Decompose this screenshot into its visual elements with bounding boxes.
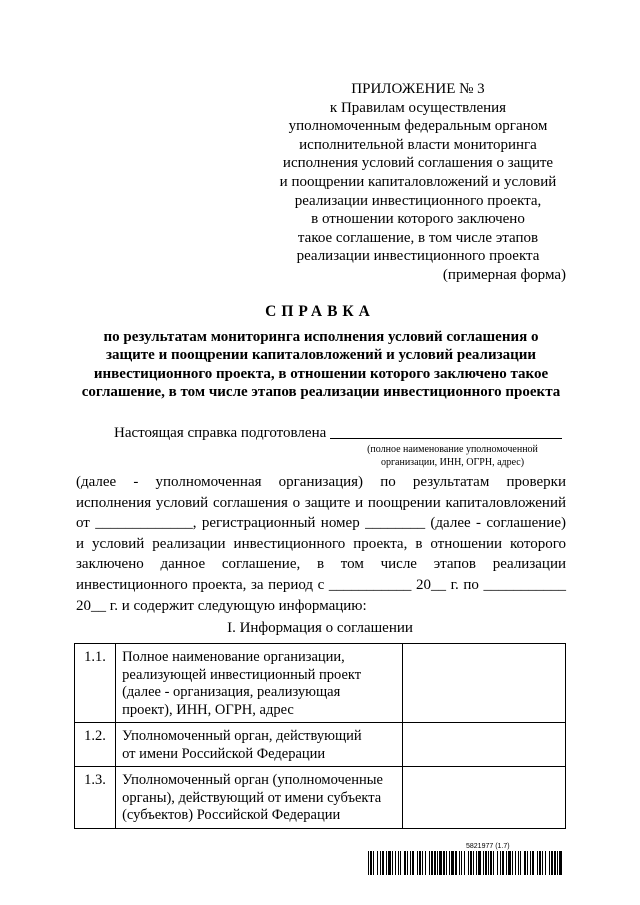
appendix-line: исполнительной власти мониторинга	[299, 136, 537, 153]
table-row	[75, 767, 566, 829]
appendix-header	[268, 80, 568, 266]
row-description-line: (субъектов) Российской Федерации	[122, 807, 341, 823]
document-code: 5821977 (1.7)	[466, 843, 510, 850]
appendix-line: к Правилам осуществления	[329, 99, 507, 116]
body-line: (далее - уполномоченная организация) по результатам проверки	[76, 474, 566, 490]
appendix-line: исполнения условий соглашения о защите	[282, 155, 554, 172]
row-value-cell[interactable]	[402, 723, 565, 767]
row-number: 1.1.	[75, 644, 116, 723]
row-value-cell[interactable]	[402, 644, 565, 723]
row-description-line: (далее - организация, реализующая	[122, 684, 341, 700]
appendix-line: ПРИЛОЖЕНИЕ № 3	[351, 81, 485, 97]
prepared-hint-line: (полное наименование уполномоченной	[367, 444, 538, 455]
appendix-line: в отношении которого заключено	[311, 211, 525, 228]
prepared-hint-line: организации, ИНН, ОГРН, адрес)	[380, 457, 525, 468]
appendix-line: и поощрении капиталовложений и условий	[279, 173, 557, 190]
section-title: I. Информация о соглашении	[227, 620, 413, 636]
prepared-by-hint	[335, 443, 570, 469]
agreement-info-table	[74, 643, 566, 829]
row-number: 1.2.	[75, 723, 116, 767]
table-row	[75, 644, 566, 723]
form-note: (примерная форма)	[442, 267, 566, 283]
body-line: 20__ г. и содержит следующую информацию:	[76, 597, 367, 614]
row-description-line: проект), ИНН, ОГРН, адрес	[122, 701, 294, 718]
row-description	[116, 767, 403, 829]
prepared-by-label: Настоящая справка подготовлена	[114, 425, 327, 441]
prepared-by-blank-field[interactable]	[330, 438, 562, 439]
row-description	[116, 723, 403, 767]
body-line: от _____________, регистрационный номер ________ (далее - соглашение)	[76, 515, 566, 532]
document-subtitle	[76, 328, 566, 401]
row-description-line: реализующей инвестиционный проект	[122, 666, 362, 683]
subtitle-line: соглашение, в том числе этапов реализации инвестиционного проекта	[81, 383, 561, 400]
appendix-line: уполномоченным федеральным органом	[288, 118, 548, 135]
appendix-line: такое соглашение, в том числе этапов	[297, 229, 539, 246]
row-description-line: Уполномоченный орган (уполномоченные	[122, 772, 383, 788]
document-title: СПРАВКА	[265, 303, 375, 320]
barcode-icon	[368, 851, 564, 875]
body-line: инвестиционного проекта, за период с ___________ 20__ г. по ___________	[76, 576, 566, 593]
row-description-line: Полное наименование организации,	[122, 649, 345, 665]
body-line: заключено данное соглашение, в том числе этапов реализации	[76, 556, 566, 573]
row-description-line: Уполномоченный орган, действующий	[122, 728, 362, 744]
row-description	[116, 644, 403, 723]
row-value-cell[interactable]	[402, 767, 565, 829]
row-number: 1.3.	[75, 767, 116, 829]
appendix-line: реализации инвестиционного проекта	[296, 248, 540, 265]
appendix-line: реализации инвестиционного проекта,	[294, 192, 542, 209]
row-description-line: от имени Российской Федерации	[122, 745, 326, 762]
subtitle-line: по результатам мониторинга исполнения условий соглашения о	[103, 329, 539, 345]
body-line: и условий реализации инвестиционного проекта, в отношении которого	[76, 535, 566, 552]
subtitle-line: инвестиционного проекта, в отношении которого заключено такое	[93, 365, 549, 382]
body-paragraph	[76, 472, 566, 616]
row-description-line: органы), действующий от имени субъекта	[122, 789, 382, 806]
table-row	[75, 723, 566, 767]
body-line: исполнения условий соглашения о защите и поощрении капиталовложений	[76, 494, 566, 511]
subtitle-line: защите и поощрении капиталовложений и условий реализации	[105, 347, 537, 364]
